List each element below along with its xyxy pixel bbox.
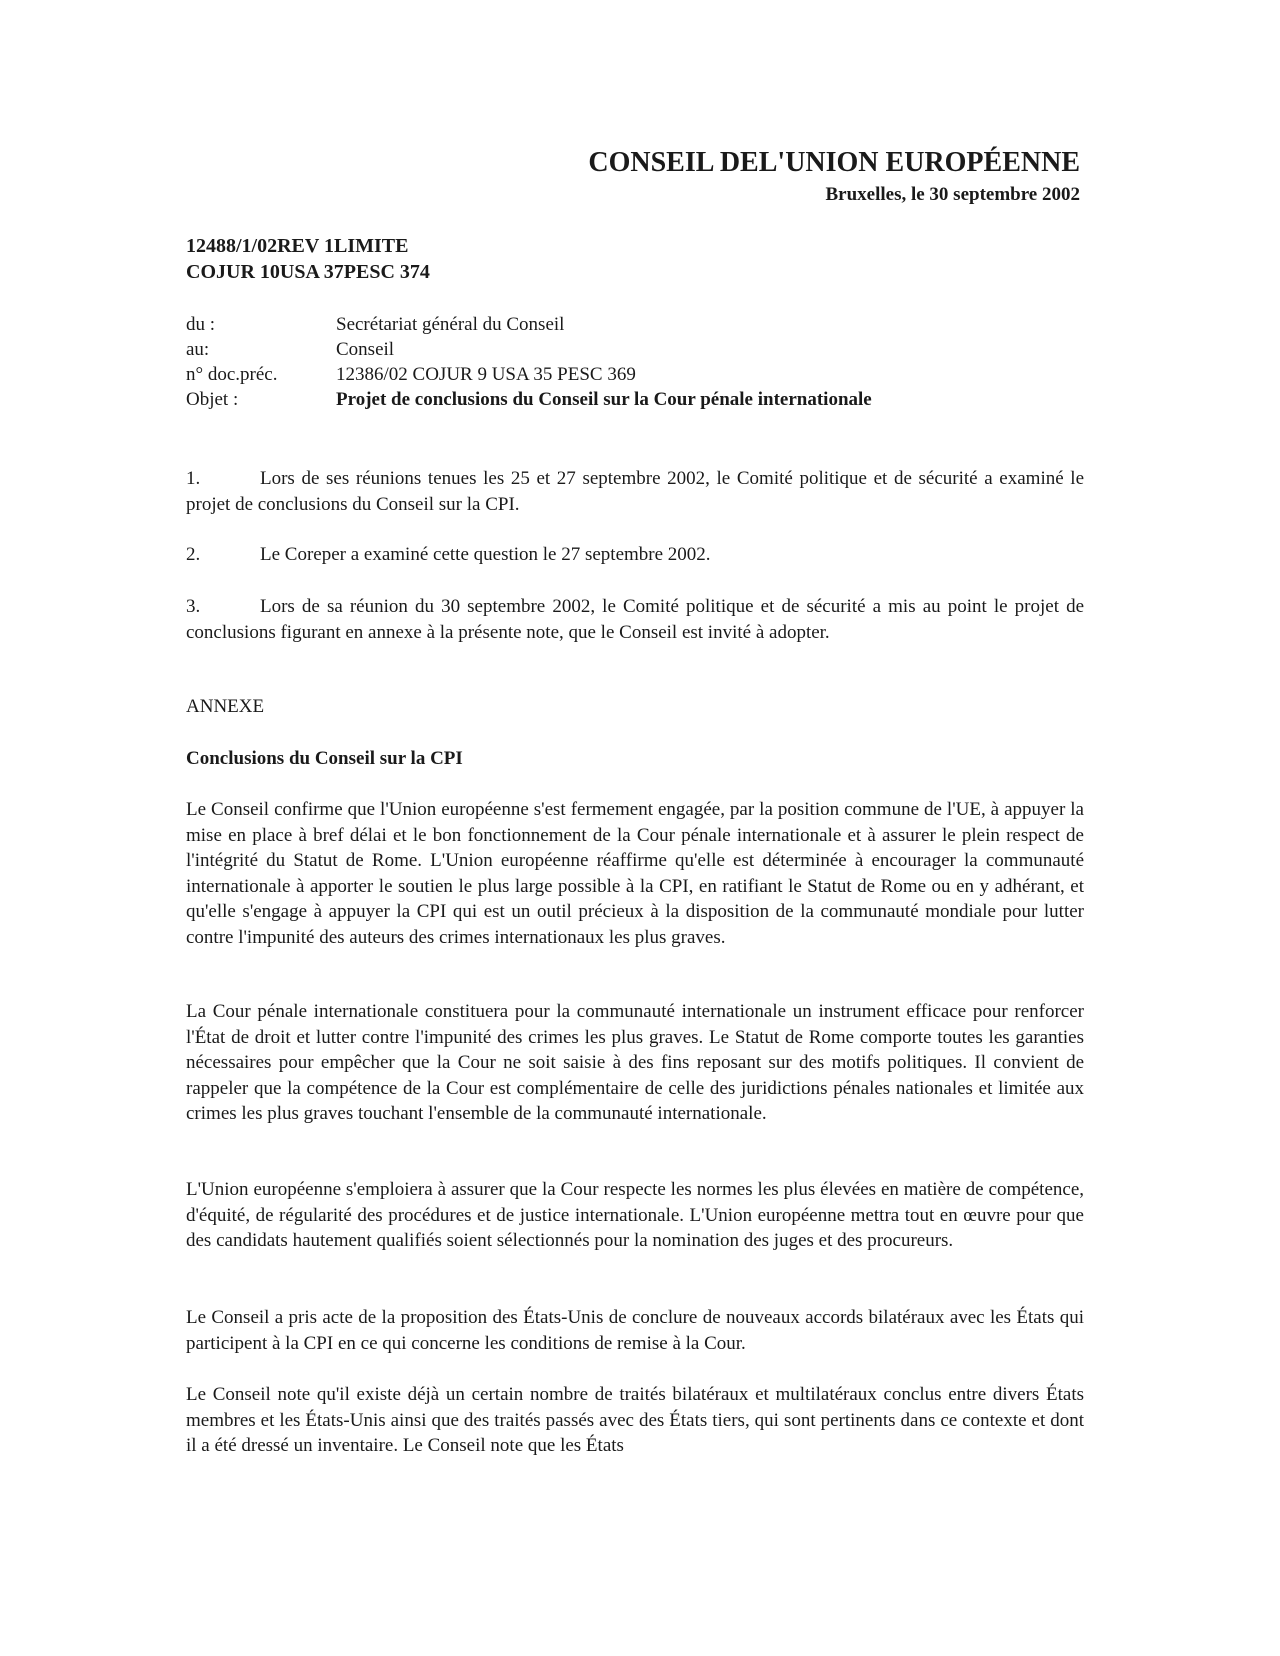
annex-paragraph: L'Union européenne s'emploiera à assurer que la Cour respecte les normes les plus élevées en matière de compétence, d'équité, de régularité des procédures et de justice internationale. L'Union européenne mettra tout en œuvre pour que des candidats hautement qualifiés soient sélectionnés pour la nomination des juges et des procureurs. <box>186 1179 1084 1252</box>
annex-title: Conclusions du Conseil sur la CPI <box>186 748 463 769</box>
subject-label: Objet : <box>186 389 239 410</box>
subject-row <box>186 387 1086 412</box>
paragraph-text: Le Coreper a examiné cette question le 27 septembre 2002. <box>260 544 711 565</box>
paragraph-text: Lors de sa réunion du 30 septembre 2002, le Comité politique et de sécurité a mis au point le projet de conclusions figurant en annexe à la présente note, que le Conseil est invité à adopter. <box>186 596 1084 643</box>
document-classification: COJUR 10USA 37PESC 374 <box>186 261 430 283</box>
numbered-paragraph-2 <box>186 542 1084 568</box>
previous-doc-row <box>186 362 1086 387</box>
annex-paragraph: Le Conseil confirme que l'Union européenne s'est fermement engagée, par la position commune de l'UE, à appuyer la mise en place à bref délai et le bon fonctionnement de la Cour pénale internationale et à assurer le plein respect de l'intégrité du Statut de Rome. L'Union européenne réaffirme qu'elle est déterminée à encourager la communauté internationale à apporter le soutien le plus large possible à la CPI, en ratifiant le Statut de Rome ou en y adhérant, et qu'elle s'engage à appuyer la CPI qui est un outil précieux à la disposition de la communauté mondiale pour lutter contre l'impunité des auteurs des crimes internationaux les plus graves. <box>186 799 1084 948</box>
numbered-paragraph-1 <box>186 466 1084 517</box>
from-value: Secrétariat général du Conseil <box>336 314 565 335</box>
previous-doc-value: 12386/02 COJUR 9 USA 35 PESC 369 <box>336 364 636 385</box>
annex-paragraph: Le Conseil note qu'il existe déjà un certain nombre de traités bilatéraux et multilatéraux conclus entre divers États membres et les États-Unis ainsi que des traités passés avec des États tiers, qui sont pertinents dans ce contexte et dont il a été dressé un inventaire. Le Conseil note que les États <box>186 1384 1084 1457</box>
numbered-paragraph-3 <box>186 594 1084 645</box>
annex-paragraph: Le Conseil a pris acte de la proposition des États-Unis de conclure de nouveaux accords bilatéraux avec les États qui participent à la CPI en ce qui concerne les conditions de remise à la Cour. <box>186 1307 1084 1354</box>
paragraph-number: 3. <box>186 596 201 617</box>
annex-label: ANNEXE <box>186 696 265 717</box>
to-value: Conseil <box>336 339 395 360</box>
from-label: du : <box>186 314 216 335</box>
document-reference: 12488/1/02REV 1LIMITE <box>186 235 409 257</box>
paragraph-text: Lors de ses réunions tenues les 25 et 27 septembre 2002, le Comité politique et de sécurité a examiné le projet de conclusions du Conseil sur la CPI. <box>186 468 1084 515</box>
previous-doc-label: n° doc.préc. <box>186 364 278 385</box>
organization-title: CONSEIL DEL'UNION EUROPÉENNE <box>588 147 1080 178</box>
to-label: au: <box>186 339 210 360</box>
subject-value: Projet de conclusions du Conseil sur la Cour pénale internationale <box>336 389 872 410</box>
to-row <box>186 337 1086 362</box>
annex-paragraph: La Cour pénale internationale constituera pour la communauté internationale un instrument efficace pour renforcer l'État de droit et lutter contre l'impunité des crimes les plus graves. Le Statut de Rome comporte toutes les garanties nécessaires pour empêcher que la Cour ne soit saisie à des fins reposant sur des motifs politiques. Il convient de rappeler que la compétence de la Cour est complémentaire de celle des juridictions pénales nationales et limitée aux crimes les plus graves touchant l'ensemble de la communauté internationale. <box>186 1001 1084 1125</box>
from-row <box>186 312 1086 337</box>
paragraph-number: 2. <box>186 544 201 565</box>
place-date: Bruxelles, le 30 septembre 2002 <box>825 184 1080 205</box>
paragraph-number: 1. <box>186 468 201 489</box>
routing-metadata <box>186 312 1086 412</box>
